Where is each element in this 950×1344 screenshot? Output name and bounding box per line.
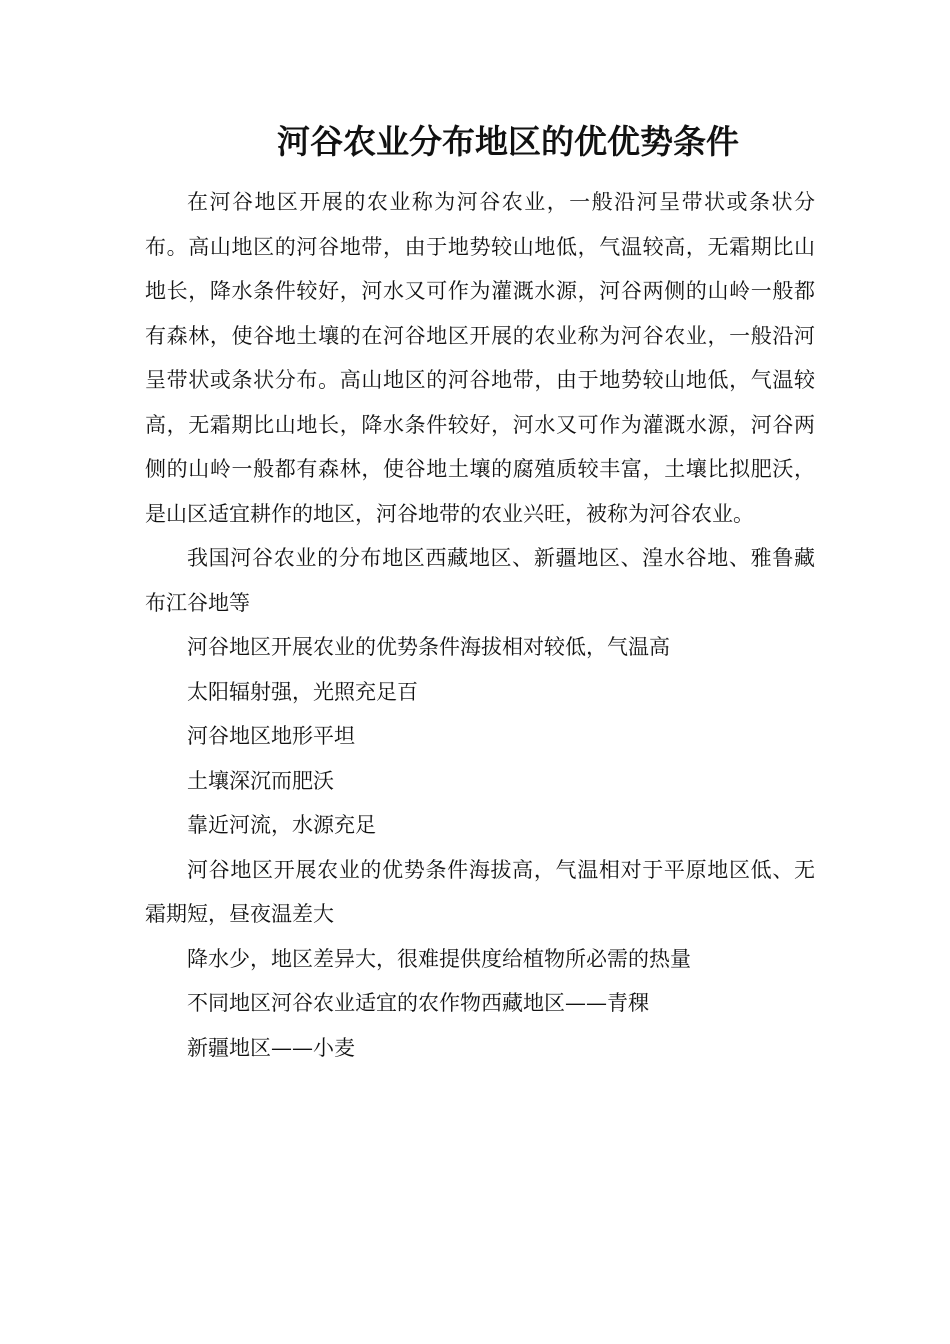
- paragraph: 我国河谷农业的分布地区西藏地区、新疆地区、湟水谷地、雅鲁藏布江谷地等: [145, 546, 815, 615]
- document-title: 河谷农业分布地区的优优势条件: [277, 122, 739, 161]
- paragraph: 河谷地区开展农业的优势条件海拔相对较低，气温高: [187, 635, 670, 659]
- paragraph: 在河谷地区开展的农业称为河谷农业，一般沿河呈带状或条状分布。高山地区的河谷地带，由于地势较山地低，气温较高，无霜期比山地长，降水条件较好，河水又可作为灌溉水源，河谷两侧的山岭一般都有森林，使谷地土壤的在河谷地区开展的农业称为河谷农业，一般沿河呈带状或条状分布。高山地区的河谷地带，由于地势较山地低，气温较高，无霜期比山地长，降水条件较好，河水又可作为灌溉水源，河谷两侧的山岭一般都有森林，使谷地土壤的腐殖质较丰富，土壤比拟肥沃，是山区适宜耕作的地区，河谷地带的农业兴旺，被称为河谷农业。: [145, 190, 815, 526]
- paragraph: 新疆地区——小麦: [187, 1035, 355, 1060]
- paragraph: 河谷地区地形平坦: [187, 724, 355, 748]
- paragraph: 太阳辐射强，光照充足百: [187, 679, 418, 704]
- paragraph: 不同地区河谷农业适宜的农作物西藏地区——青稞: [187, 991, 649, 1015]
- paragraph: 靠近河流，水源充足: [187, 813, 376, 837]
- paragraph: 河谷地区开展农业的优势条件海拔高，气温相对于平原地区低、无霜期短，昼夜温差大: [145, 857, 815, 926]
- paragraph: 降水少，地区差异大，很难提供度给植物所必需的热量: [187, 946, 691, 971]
- document-body: [145, 180, 815, 1070]
- paragraph: 土壤深沉而肥沃: [187, 768, 334, 793]
